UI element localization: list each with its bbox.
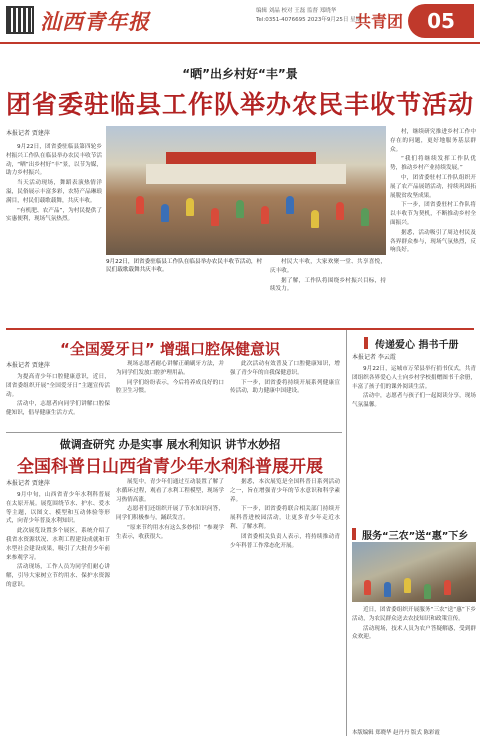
photo-figure: [361, 208, 369, 226]
story1-headline: 团省委驻临县工作队举办农民丰收节活动: [5, 90, 474, 119]
photo-figure: [404, 578, 411, 593]
brief2-photo: [352, 542, 476, 602]
brief2-paragraph: 近日，团省委组织开展服务“三农”送“惠”下乡活动，为农民群众送去农技知识和政策宣传。: [352, 607, 476, 622]
story3-paragraph: 活动现场，工作人员为同学们耐心讲解，引导大家树立节约用水、保护水资源的意识。: [6, 564, 110, 588]
photo-figure: [136, 196, 144, 214]
newspaper-logo: 汕西青年报: [40, 9, 150, 34]
story1-column-1: [6, 128, 102, 324]
story2-column-2: [116, 360, 224, 430]
story1-paragraph: 据悉，活动吸引了周边村民及各界群众参与，现场气氛热烈，反响良好。: [390, 229, 476, 254]
story3-paragraph: 下一步，团省委将联合相关部门持续开展科普进校园活动，让更多青少年走近水利、了解水利。: [230, 506, 340, 530]
story1-kicker: “晒”出乡村好“丰”景: [182, 67, 298, 81]
brief-marker-icon: [352, 528, 356, 540]
story2-headline: “全国爱牙日” 增强口腔保健意识: [60, 340, 280, 358]
story2-column-3: [230, 360, 340, 430]
brief1-title: 传递爱心 捐书千册: [375, 340, 459, 351]
story2-paragraph: 活动中，志愿者向同学们讲解口腔保健知识，倡导健康生活方式。: [6, 401, 110, 417]
story1-column-4: [390, 128, 476, 324]
brief1-byline: 本报记者 李云霞: [352, 354, 396, 361]
section-title: 共青团: [355, 12, 404, 31]
story3-paragraph: 志愿者们还组织开展了节水知识问答，同学们积极参与，踊跃发言。: [116, 506, 224, 522]
editor-credit: 本版编辑 郑晓华 赵丹丹 版式 陈彩霞: [352, 730, 440, 736]
story1-paragraph: “我们将继续发挥工作队优势，推动乡村产业持续发展。”: [390, 156, 476, 172]
story3-paragraph: “原来节约用水有这么多妙招！”参观学生表示，收获很大。: [116, 524, 224, 540]
story3-column-3: [230, 478, 340, 736]
photo-figure: [236, 200, 244, 218]
photo-figure: [286, 196, 294, 214]
story1-photo-caption: 9月22日，团省委驻临县工作队在临县举办农民丰收节活动，村民们载歌载舞共庆丰收。: [106, 259, 263, 274]
story1-paragraph: “有机肥、农产品”，为村民提供了实惠便利，现场气氛热烈。: [6, 207, 102, 223]
story1-paragraph: 当天活动现场，舞蹈表演热情洋溢，民俗展示丰富多彩，农特产品琳琅满目，村民们载歌载舞，共庆丰收。: [6, 180, 102, 204]
photo-stage: [146, 164, 346, 184]
story3-byline: 本报记者 贾建萍: [6, 480, 50, 487]
story3-paragraph: 团省委相关负责人表示，将持续推动青少年科普工作常态化开展。: [230, 533, 340, 549]
story1-paragraph: 9月22日，团省委驻临县第四轮乡村振兴工作队在临县举办农民丰收节活动，“晒”出乡村好“丰”景，以节为媒，助力乡村振兴。: [6, 144, 102, 177]
photo-figure: [384, 582, 391, 597]
story3-column-1: [6, 478, 110, 736]
story1-column-3: [270, 258, 386, 322]
section-divider: [6, 432, 342, 433]
photo-figure: [364, 580, 371, 595]
story1-paragraph: 下一步，团省委驻村工作队将以丰收节为契机，不断推动乡村全面振兴。: [390, 202, 476, 226]
photo-figure: [444, 580, 451, 595]
brief1-paragraph: 9月22日，运城市万荣县举行捐书仪式，共青团组织各界爱心人士向乡村学校捐赠图书千余册，丰富了孩子们的课外阅读生活。: [352, 366, 476, 390]
photo-figure: [311, 210, 319, 228]
story3-headline: 全国科普日山西省青少年水利科普展开展: [17, 457, 323, 477]
masthead-date: Tel:0351-4076695 2023年9月25日 星期一: [256, 17, 367, 23]
brief2-body: [352, 606, 476, 724]
story2-paragraph: 此次活动有效普及了口腔健康知识，增强了青少年的自我保健意识。: [230, 361, 340, 376]
section-divider: [6, 328, 474, 330]
story2-column-1: [6, 360, 110, 430]
story3-paragraph: 9月中旬，山西省青少年水利科普展在太原开展。展览围绕节水、护水、爱水等主题，以图文、模型和互动体验等形式，向青少年普及水利知识。: [6, 492, 110, 525]
photo-figure: [186, 198, 194, 216]
qr-code-icon: [6, 6, 34, 34]
photo-figure: [161, 204, 169, 222]
column-divider: [346, 330, 347, 736]
story1-paragraph: 中，团省委驻村工作队组织开展了农产品展销活动，持续巩固拓展脱贫攻坚成果。: [390, 174, 476, 199]
story3-paragraph: 展览中，青少年们通过互动装置了解了水循环过程，观看了水利工程模型，现场学习热情高涨。: [116, 479, 224, 503]
story2-paragraph: 为提高青少年口腔健康意识，近日，团省委组织开展“全国爱牙日”主题宣传活动。: [6, 374, 110, 398]
brief2-title: 服务“三农”送“惠”下乡: [362, 531, 469, 542]
masthead-editors: 编辑 刘晶 校对 王磊 监督 郑晓华: [256, 8, 337, 14]
story1-paragraph: 据了解，工作队将围绕乡村振兴目标，持续发力。: [270, 277, 386, 293]
brief1-body: [352, 352, 476, 520]
masthead-meta: [256, 7, 367, 25]
story3-kicker: 做调查研究 办是实事 展水利知识 讲节水妙招: [59, 438, 281, 451]
story1-photo: [106, 126, 386, 255]
story2-paragraph: 同学们纷纷表示，今后将养成良好的口腔卫生习惯。: [116, 379, 224, 395]
brief-marker-icon: [364, 337, 368, 349]
photo-figure: [424, 584, 431, 599]
story1-paragraph: 村民大丰收，大家欢聚一堂、共享喜悦，庆丰收。: [270, 259, 386, 274]
brief2-paragraph: 活动现场，技术人员为农户答疑解惑，受到群众欢迎。: [352, 625, 476, 641]
masthead: [0, 0, 480, 44]
story1-byline: 本报记者 贾建萍: [6, 130, 50, 137]
story3-paragraph: 据悉，本次展览是全国科普日系列活动之一，旨在增强青少年的节水意识和科学素养。: [230, 479, 340, 503]
story3-column-2: [116, 478, 224, 736]
story1-paragraph: 村，继续研究推进乡村工作中存在的问题，更好地服务基层群众。: [390, 129, 476, 153]
story2-byline: 本报记者 贾建萍: [6, 362, 50, 369]
photo-banner: [166, 152, 316, 164]
page-number: 05: [408, 4, 474, 38]
story2-paragraph: 下一步，团省委将持续开展系列健康宣传活动，助力健康中国建设。: [230, 379, 340, 395]
photo-figure: [336, 202, 344, 220]
photo-figure: [211, 208, 219, 226]
brief1-paragraph: 活动中，志愿者与孩子们一起阅读分享，现场气氛温馨。: [352, 393, 476, 409]
photo-figure: [261, 206, 269, 224]
story3-paragraph: 此次展览设置多个展区，系统介绍了我省水资源状况、水利工程建设成就和节水型社会建设成果，吸引了大批青少年前来参观学习。: [6, 528, 110, 561]
story2-paragraph: 现场志愿者耐心讲解正确刷牙方法，并为同学们发放口腔护理用品。: [116, 361, 224, 376]
